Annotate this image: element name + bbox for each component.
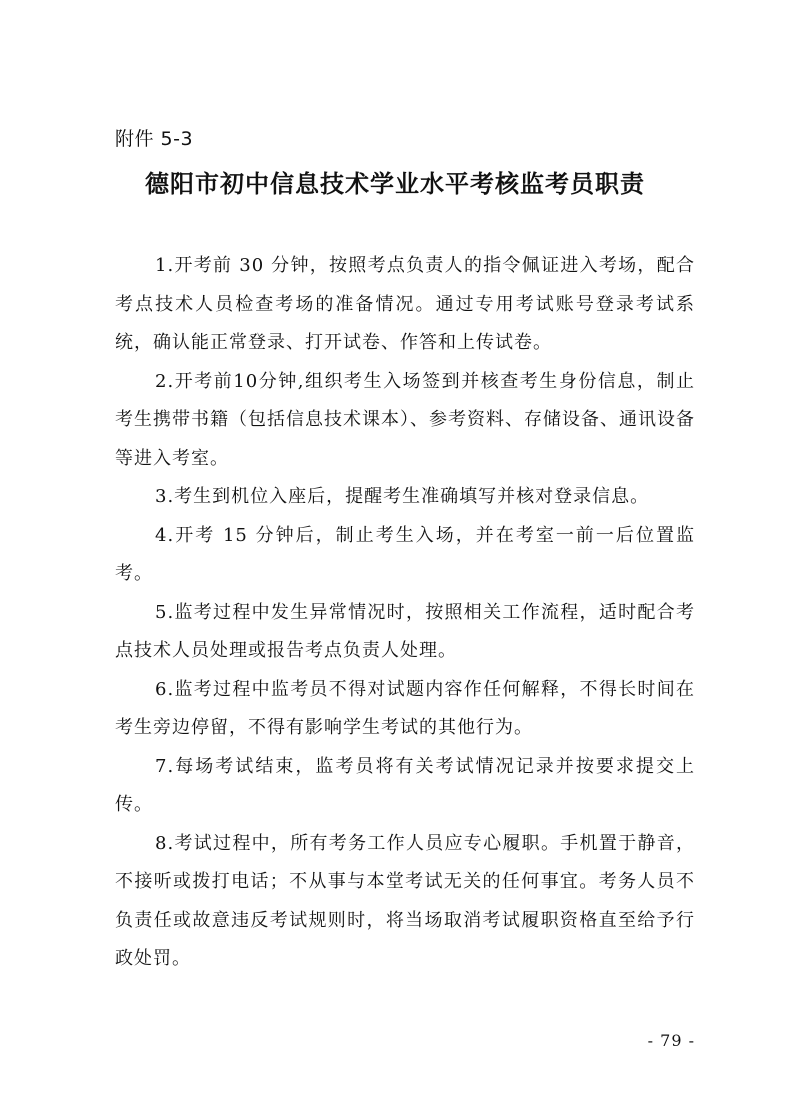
attachment-label: 附件 5-3 (115, 128, 194, 150)
paragraph-4: 4.开考 15 分钟后，制止考生入场，并在考室一前一后位置监考。 (115, 524, 695, 584)
paragraph-5: 5.监考过程中发生异常情况时，按照相关工作流程，适时配合考点技术人员处理或报告考点负责人处理。 (115, 601, 695, 661)
paragraph-7: 7.每场考试结束，监考员将有关考试情况记录并按要求提交上传。 (115, 755, 695, 815)
paragraph-3: 3.考生到机位入座后，提醒考生准确填写并核对登录信息。 (155, 486, 650, 507)
paragraph-2: 2.开考前10分钟,组织考生入场签到并核查考生身份信息，制止考生携带书籍（包括信息技术课本）、参考资料、存储设备、通讯设备等进入考室。 (115, 370, 695, 469)
paragraph-1: 1.开考前 30 分钟，按照考点负责人的指令佩证进入考场，配合考点技术人员检查考场的准备情况。通过专用考试账号登录考试系统，确认能正常登录、打开试卷、作答和上传试卷。 (115, 255, 695, 353)
paragraph-6: 6.监考过程中监考员不得对试题内容作任何解释，不得长时间在考生旁边停留，不得有影响学生考试的其他行为。 (115, 678, 695, 738)
paragraph-8: 8.考试过程中，所有考务工作人员应专心履职。手机置于静音，不接听或拨打电话；不从事与本堂考试无关的任何事宜。考务人员不负责任或故意违反考试规则时，将当场取消考试履职资格直至给予行政处罚。 (115, 832, 695, 969)
document-title: 德阳市初中信息技术学业水平考核监考员职责 (145, 169, 645, 198)
page-number: - 79 - (647, 1031, 695, 1050)
document-body (115, 247, 695, 979)
